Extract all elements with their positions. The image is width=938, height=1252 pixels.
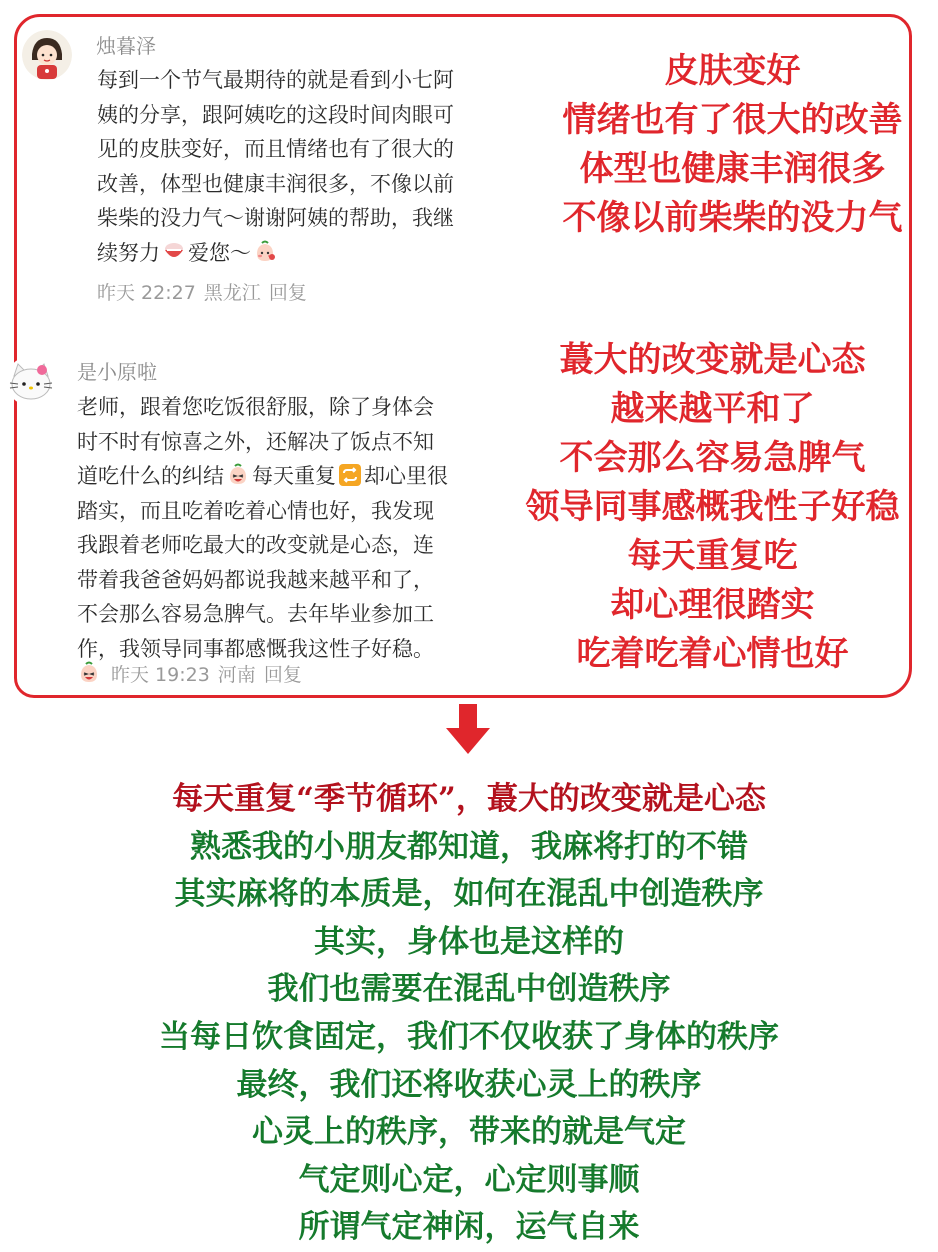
comment-2-line [77,459,448,494]
bottom-line: 心灵上的秩序，带来的就是气定 [252,1114,686,1151]
comment-1-location: 黑龙江 [203,282,261,304]
comment-2-time: 昨天 19:23 [111,664,210,686]
comment-2-reply-button[interactable]: 回复 [263,664,302,686]
bottom-line: 每天重复“季节循环”，蕞大的改变就是心态 [172,781,766,817]
highlight-line: 不像以前柴柴的没力气 [562,198,903,238]
comment-2-text [77,390,448,666]
highlight-line: 吃着吃着心情也好 [576,634,849,674]
comment-2-text-part: 道吃什么的纠结 [77,464,224,488]
highlight-line: 体型也健康丰润很多 [579,149,886,189]
comment-2-location: 河南 [217,664,256,686]
comment-1-line: 姨的分享，跟阿姨吃的这段时间肉眼可 [97,102,454,127]
highlight-line: 皮肤变好 [664,51,801,91]
highlight-line: 情绪也有了很大的改善 [562,100,903,140]
highlight-block-1 [540,47,925,243]
bottom-line: 气定则心定，心定则事顺 [298,1161,640,1198]
comment-1-text-part: 爱您～ [188,240,251,265]
comment-2-line: 不会那么容易急脾气。去年毕业参加工 [77,602,434,626]
comment-1-time: 昨天 22:27 [97,282,196,304]
comment-2-meta [77,660,310,687]
repeat-icon [338,463,362,487]
highlight-line: 每天重复吃 [627,536,798,576]
bottom-line: 所谓气定神闲，运气自来 [298,1209,640,1246]
comment-1-text-part: 续努力 [97,240,160,265]
comment-2-username[interactable]: 是小原啦 [77,360,157,384]
comment-1-reply-button[interactable]: 回复 [268,282,307,304]
blush-face-icon [253,240,277,264]
comment-2-line: 老师，跟着您吃饭很舒服，除了身体会 [77,395,434,419]
highlight-line: 不会那么容易急脾气 [559,438,866,478]
avatar-hello-kitty-icon[interactable] [6,356,56,406]
highlight-line: 却心理很踏实 [610,585,815,625]
down-arrow-icon [444,704,492,756]
comment-1-line: 每到一个节气最期待的就是看到小七阿 [97,68,454,92]
comment-1-meta [97,278,315,305]
laughing-face-icon [226,463,250,487]
comment-1-text [97,63,454,270]
laughing-face-icon [77,661,101,685]
comment-2-text-part: 却心里很 [364,464,448,488]
highlight-block-2 [500,336,925,679]
bottom-text-block [0,776,938,1252]
comment-1-line [97,236,454,271]
comment-2-line: 作，我领导同事都感慨我这性子好稳。 [77,636,434,661]
comment-1-line: 见的皮肤变好，而且情绪也有了很大的 [97,137,454,161]
comment-1-username[interactable]: 烛暮泽 [96,34,156,58]
bottom-line: 我们也需要在混乱中创造秩序 [267,971,671,1008]
bottom-line: 其实，身体也是这样的 [314,923,624,960]
highlight-line: 蕞大的改变就是心态 [559,340,866,380]
comment-1-line: 改善，体型也健康丰润很多，不像以前 [97,171,454,196]
bottom-line: 最终，我们还将收获心灵上的秩序 [236,1066,702,1103]
comment-1-line: 柴柴的没力气～谢谢阿姨的帮助，我继 [97,206,454,230]
comment-2-line: 带着我爸爸妈妈都说我越来越平和了， [77,567,434,592]
comment-2-line: 我跟着老师吃最大的改变就是心态，连 [77,533,434,557]
comment-2-line: 踏实，而且吃着吃着心情也好，我发现 [77,498,434,523]
bottom-line: 当每日饮食固定，我们不仅收获了身体的秩序 [159,1018,779,1055]
highlight-line: 越来越平和了 [610,389,815,429]
highlight-line: 领导同事感概我性子好稳 [525,487,900,527]
bottom-line: 熟悉我的小朋友都知道，我麻将打的不错 [190,828,748,865]
comment-2-text-part: 每天重复 [252,464,336,488]
rice-bowl-icon [162,240,186,264]
comment-2-line: 时不时有惊喜之外，还解决了饭点不知 [77,429,434,454]
avatar-girl-icon[interactable] [22,30,72,80]
bottom-line: 其实麻将的本质是，如何在混乱中创造秩序 [174,876,764,913]
